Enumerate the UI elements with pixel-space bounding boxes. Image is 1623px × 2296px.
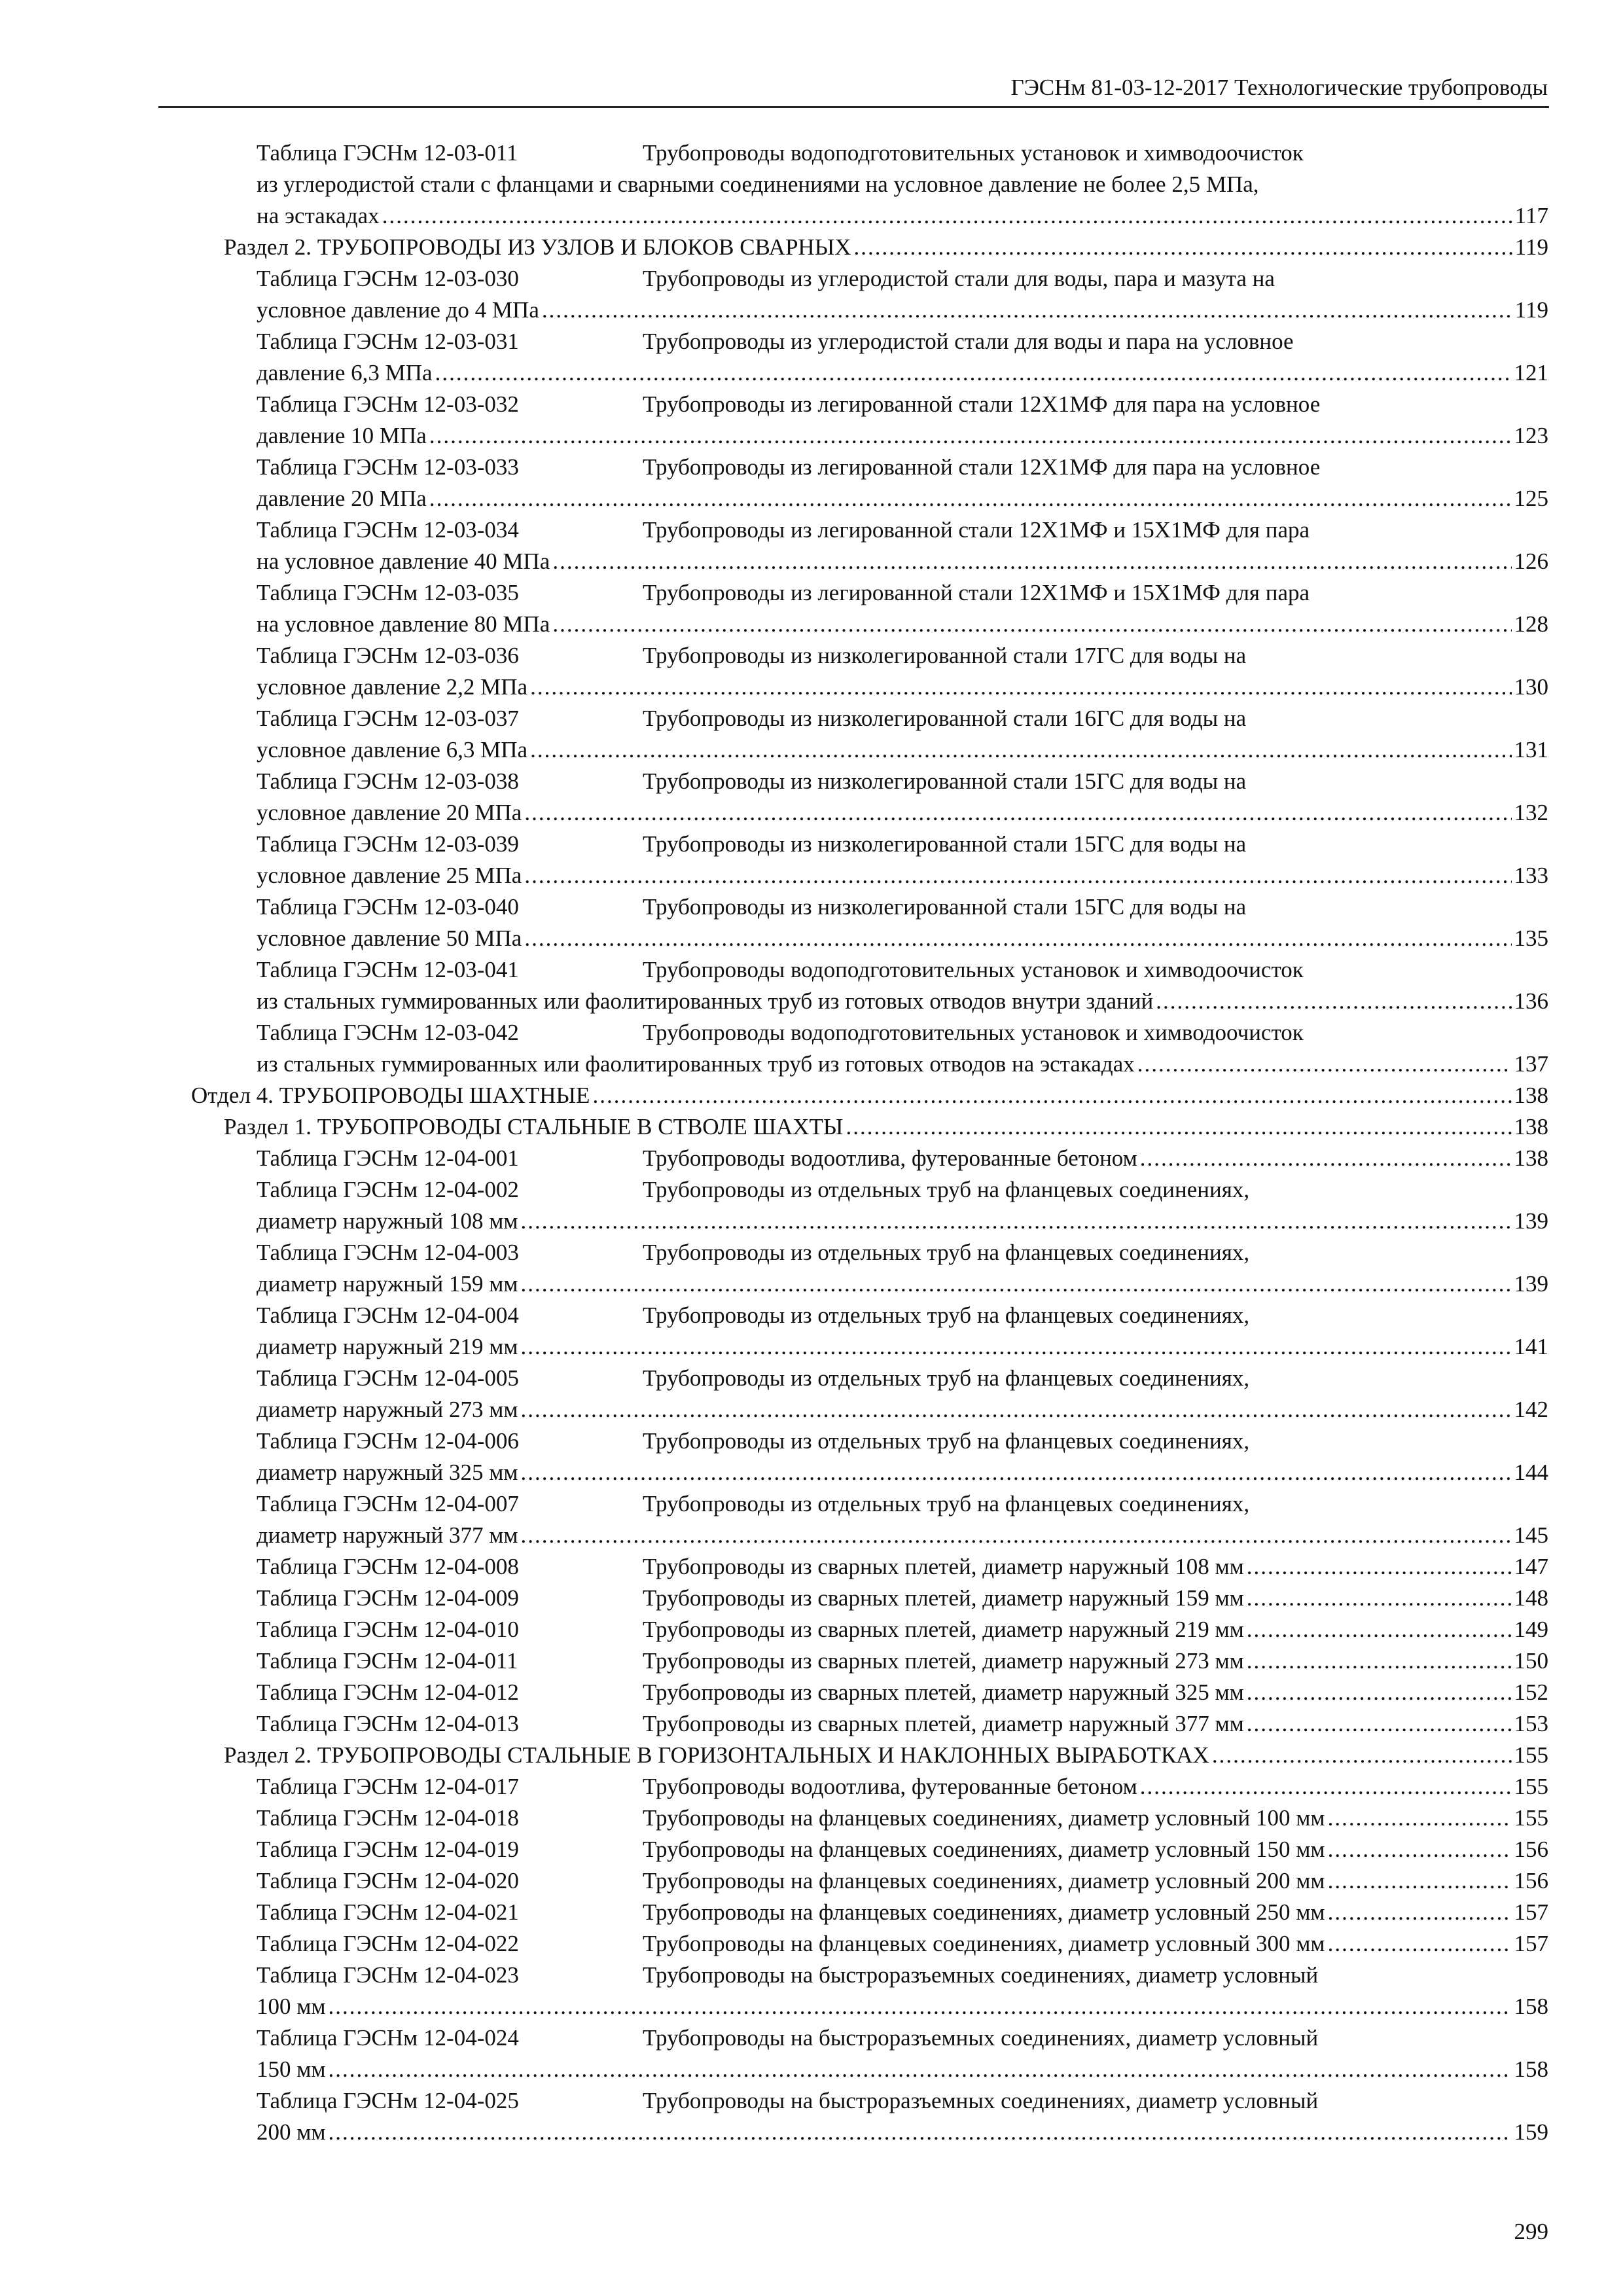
toc-page-number: 117: [1514, 203, 1548, 228]
table-code: Таблица ГЭСНм 12-04-005: [257, 1365, 519, 1391]
toc-table-entry[interactable]: [158, 326, 1548, 389]
header-rule: [158, 106, 1549, 108]
table-code: Таблица ГЭСНм 12-04-007: [257, 1491, 519, 1516]
toc-entry-text: на эстакадах: [257, 203, 380, 228]
toc-table-entry[interactable]: [158, 1583, 1548, 1614]
toc-entry-text: Трубопроводы из сварных плетей, диаметр наружный 219 мм: [643, 1617, 1244, 1642]
toc-entry-text: из стальных гуммированных или фаолитированных труб из готовых отводов внутри зданий: [257, 988, 1154, 1014]
dot-leader: [435, 357, 1512, 389]
toc-line: [257, 1991, 1548, 2022]
toc-page-number: 141: [1514, 1334, 1548, 1359]
toc-table-entry[interactable]: [158, 829, 1548, 891]
toc-entry-text: 100 мм: [257, 1994, 326, 2019]
toc-entry-text: Отдел 4. ТРУБОПРОВОДЫ ШАХТНЫЕ: [191, 1083, 590, 1108]
toc-line: [257, 1708, 1548, 1740]
dot-leader: [521, 1520, 1512, 1551]
toc-line: [257, 483, 1548, 514]
toc-line: [257, 1394, 1548, 1426]
toc-line: [257, 1237, 1548, 1268]
toc-entry-text: условное давление 25 МПа: [257, 863, 522, 888]
toc-line: [257, 1206, 1548, 1237]
toc-entry-text: Трубопроводы на быстроразъемных соединениях, диаметр условный: [643, 2088, 1319, 2113]
toc-line: [257, 1268, 1548, 1300]
toc-line: [257, 1363, 1548, 1394]
table-code: Таблица ГЭСНм 12-03-035: [257, 580, 519, 605]
toc-line: [257, 389, 1548, 420]
toc-page-number: 131: [1514, 737, 1548, 762]
toc-page-number: 138: [1514, 1083, 1548, 1108]
toc-line: [257, 1331, 1548, 1363]
toc-table-entry[interactable]: [158, 1614, 1548, 1645]
toc-table-entry[interactable]: [158, 1677, 1548, 1708]
toc-line: [257, 1583, 1548, 1614]
toc-line: [224, 1740, 1548, 1771]
toc-page-number: 155: [1514, 1742, 1548, 1768]
toc-line: [257, 829, 1548, 860]
dot-leader: [1328, 1897, 1512, 1928]
dot-leader: [1156, 986, 1511, 1017]
table-code: Таблица ГЭСНм 12-03-041: [257, 957, 519, 982]
toc-page-number: 136: [1514, 988, 1548, 1014]
toc-page-number: 157: [1514, 1931, 1548, 1956]
dot-leader: [530, 672, 1511, 703]
table-of-contents: [158, 137, 1548, 2148]
toc-entry-text: Трубопроводы из сварных плетей, диаметр наружный 108 мм: [643, 1554, 1244, 1579]
running-header: ГЭСНм 81-03-12-2017 Технологические трубопроводы: [1010, 75, 1548, 100]
toc-entry-text: Трубопроводы из легированной стали 12Х1МФ для пара на условное: [643, 454, 1321, 480]
toc-table-entry[interactable]: [158, 137, 1548, 232]
dot-leader: [1247, 1677, 1512, 1708]
toc-entry-text: диаметр наружный 325 мм: [257, 1460, 518, 1485]
toc-page-number: 142: [1514, 1397, 1548, 1422]
toc-line: [257, 1049, 1548, 1080]
dot-leader: [429, 420, 1512, 452]
table-code: Таблица ГЭСНм 12-04-021: [257, 1899, 519, 1925]
dot-leader: [1247, 1614, 1512, 1645]
toc-table-entry[interactable]: [158, 263, 1548, 326]
toc-entry-text: Трубопроводы водоподготовительных установок и химводоочисток: [643, 1020, 1304, 1045]
toc-entry-text: Трубопроводы из отдельных труб на фланцевых соединениях,: [643, 1302, 1250, 1328]
toc-line: [257, 420, 1548, 452]
toc-line: [257, 1834, 1548, 1865]
dot-leader: [1140, 1143, 1512, 1174]
toc-table-entry[interactable]: [158, 1865, 1548, 1897]
dot-leader: [854, 232, 1512, 263]
toc-line: [257, 986, 1548, 1017]
toc-page-number: 126: [1514, 548, 1548, 574]
toc-entry-text: Трубопроводы из сварных плетей, диаметр наружный 325 мм: [643, 1679, 1244, 1705]
toc-entry-text: Трубопроводы из сварных плетей, диаметр наружный 273 мм: [643, 1648, 1244, 1674]
toc-table-entry[interactable]: [158, 1645, 1548, 1677]
dot-leader: [521, 1457, 1512, 1488]
toc-line: [257, 2085, 1548, 2117]
toc-page-number: 139: [1514, 1271, 1548, 1297]
toc-entry-text: Трубопроводы на фланцевых соединениях, диаметр условный 300 мм: [643, 1931, 1325, 1956]
toc-entry-text: 200 мм: [257, 2119, 326, 2145]
toc-line: [257, 891, 1548, 923]
table-code: Таблица ГЭСНм 12-03-038: [257, 768, 519, 794]
toc-page-number: 156: [1514, 1837, 1548, 1862]
toc-entry-text: давление 6,3 МПа: [257, 360, 433, 386]
toc-table-entry[interactable]: [158, 2085, 1548, 2148]
toc-table-entry[interactable]: [158, 452, 1548, 514]
toc-entry-text: Трубопроводы на фланцевых соединениях, диаметр условный 200 мм: [643, 1868, 1325, 1893]
table-code: Таблица ГЭСНм 12-04-025: [257, 2088, 519, 2113]
toc-page-number: 158: [1514, 1994, 1548, 2019]
toc-entry-text: условное давление 20 МПа: [257, 800, 522, 825]
toc-entry-text: Трубопроводы из отдельных труб на фланцевых соединениях,: [643, 1491, 1250, 1516]
toc-table-entry[interactable]: [158, 1928, 1548, 1960]
toc-page-number: 125: [1514, 486, 1548, 511]
dot-leader: [552, 546, 1511, 577]
dot-leader: [329, 1991, 1512, 2022]
toc-table-entry[interactable]: [158, 1960, 1548, 2022]
toc-entry-text: на условное давление 40 МПа: [257, 548, 550, 574]
toc-entry-text: давление 20 МПа: [257, 486, 427, 511]
toc-entry-text: диаметр наружный 273 мм: [257, 1397, 518, 1422]
table-code: Таблица ГЭСНм 12-04-003: [257, 1240, 519, 1265]
table-code: Таблица ГЭСНм 12-04-019: [257, 1837, 519, 1862]
table-code: Таблица ГЭСНм 12-04-017: [257, 1774, 519, 1799]
toc-table-entry[interactable]: [158, 577, 1548, 640]
toc-line: [257, 357, 1548, 389]
toc-line: [257, 766, 1548, 797]
table-code: Таблица ГЭСНм 12-03-030: [257, 266, 519, 291]
table-code: Таблица ГЭСНм 12-03-033: [257, 454, 519, 480]
table-code: Таблица ГЭСНм 12-03-042: [257, 1020, 519, 1045]
toc-table-entry[interactable]: [158, 1897, 1548, 1928]
toc-entry-text: Трубопроводы водоотлива, футерованные бетоном: [643, 1774, 1137, 1799]
toc-entry-text: Трубопроводы водоподготовительных установок и химводоочисток: [643, 957, 1304, 982]
table-code: Таблица ГЭСНм 12-04-024: [257, 2025, 519, 2051]
toc-table-entry[interactable]: [158, 1143, 1548, 1174]
toc-line: [257, 452, 1548, 483]
toc-table-entry[interactable]: [158, 1363, 1548, 1426]
table-code: Таблица ГЭСНм 12-03-040: [257, 894, 519, 920]
toc-line: [257, 1017, 1548, 1049]
toc-page-number: 133: [1514, 863, 1548, 888]
toc-page-number: 150: [1514, 1648, 1548, 1674]
toc-entry-text: Трубопроводы на фланцевых соединениях, диаметр условный 100 мм: [643, 1805, 1325, 1831]
toc-page-number: 157: [1514, 1899, 1548, 1925]
table-code: Таблица ГЭСНм 12-04-011: [257, 1648, 518, 1674]
table-code: Таблица ГЭСНм 12-04-008: [257, 1554, 519, 1579]
table-code: Таблица ГЭСНм 12-03-036: [257, 643, 519, 668]
toc-table-entry[interactable]: [158, 1551, 1548, 1583]
toc-page-number: 132: [1514, 800, 1548, 825]
toc-table-entry[interactable]: [158, 514, 1548, 577]
dot-leader: [552, 609, 1511, 640]
toc-line: [257, 514, 1548, 546]
dot-leader: [542, 295, 1512, 326]
toc-line: [224, 232, 1548, 263]
toc-line: [257, 609, 1548, 640]
toc-page-number: 123: [1514, 423, 1548, 448]
dot-leader: [1140, 1771, 1512, 1803]
toc-entry-text: Трубопроводы из отдельных труб на фланцевых соединениях,: [643, 1240, 1250, 1265]
toc-line: [257, 1928, 1548, 1960]
toc-page-number: 121: [1514, 360, 1548, 386]
table-code: Таблица ГЭСНм 12-04-009: [257, 1585, 519, 1611]
table-code: Таблица ГЭСНм 12-04-022: [257, 1931, 519, 1956]
toc-line: [257, 703, 1548, 734]
toc-line: [257, 1174, 1548, 1206]
toc-entry-text: диаметр наружный 108 мм: [257, 1208, 518, 1234]
toc-page-number: 138: [1514, 1114, 1548, 1139]
toc-entry-text: Трубопроводы из легированной стали 12Х1МФ и 15Х1МФ для пара: [643, 580, 1310, 605]
toc-line: [257, 797, 1548, 829]
table-code: Таблица ГЭСНм 12-03-032: [257, 391, 519, 417]
dot-leader: [1328, 1834, 1512, 1865]
toc-page-number: 135: [1514, 925, 1548, 951]
table-code: Таблица ГЭСНм 12-04-020: [257, 1868, 519, 1893]
toc-line: [257, 860, 1548, 891]
dot-leader: [521, 1268, 1512, 1300]
toc-line: [257, 2117, 1548, 2148]
dot-leader: [382, 200, 1512, 232]
toc-table-entry[interactable]: [158, 640, 1548, 703]
toc-page-number: 139: [1514, 1208, 1548, 1234]
table-code: Таблица ГЭСНм 12-04-010: [257, 1617, 519, 1642]
dot-leader: [524, 797, 1511, 829]
page-number: 299: [1514, 2219, 1548, 2244]
toc-division[interactable]: [158, 1080, 1548, 1111]
toc-section[interactable]: [158, 1111, 1548, 1143]
toc-table-entry[interactable]: [158, 891, 1548, 954]
toc-entry-text: Трубопроводы на фланцевых соединениях, диаметр условный 150 мм: [643, 1837, 1325, 1862]
toc-table-entry[interactable]: [158, 1834, 1548, 1865]
toc-page-number: 155: [1514, 1805, 1548, 1831]
table-code: Таблица ГЭСНм 12-04-023: [257, 1962, 519, 1988]
toc-line: [257, 1520, 1548, 1551]
toc-line: [257, 1551, 1548, 1583]
toc-entry-text: Трубопроводы на быстроразъемных соединениях, диаметр условный: [643, 1962, 1319, 1988]
toc-entry-text: Трубопроводы из углеродистой стали для воды и пара на условное: [643, 329, 1294, 354]
toc-line: [257, 1300, 1548, 1331]
dot-leader: [1247, 1551, 1512, 1583]
toc-line: [257, 137, 1548, 169]
dot-leader: [429, 483, 1512, 514]
table-code: Таблица ГЭСНм 12-03-011: [257, 140, 518, 166]
dot-leader: [1137, 1049, 1512, 1080]
toc-entry-text: Трубопроводы из низколегированной стали 15ГС для воды на: [643, 831, 1247, 857]
toc-page-number: 148: [1514, 1585, 1548, 1611]
toc-table-entry[interactable]: [158, 2022, 1548, 2085]
dot-leader: [521, 1331, 1512, 1363]
table-code: Таблица ГЭСНм 12-03-039: [257, 831, 519, 857]
toc-line: [257, 2054, 1548, 2085]
table-code: Таблица ГЭСНм 12-04-002: [257, 1177, 519, 1202]
toc-line: [257, 295, 1548, 326]
table-code: Таблица ГЭСНм 12-04-006: [257, 1428, 519, 1454]
toc-table-entry[interactable]: [158, 1708, 1548, 1740]
table-code: Таблица ГЭСНм 12-04-001: [257, 1145, 519, 1171]
toc-entry-text: Трубопроводы из углеродистой стали для воды, пара и мазута на: [643, 266, 1275, 291]
toc-table-entry[interactable]: [158, 1771, 1548, 1803]
toc-table-entry[interactable]: [158, 1300, 1548, 1363]
toc-line: [257, 2022, 1548, 2054]
toc-page-number: 156: [1514, 1868, 1548, 1893]
dot-leader: [524, 923, 1511, 954]
toc-entry-text: Трубопроводы из низколегированной стали 15ГС для воды на: [643, 768, 1247, 794]
toc-line: [257, 263, 1548, 295]
toc-line: [257, 923, 1548, 954]
toc-entry-text: Трубопроводы из легированной стали 12Х1МФ и 15Х1МФ для пара: [643, 517, 1310, 543]
toc-page-number: 137: [1514, 1051, 1548, 1077]
toc-entry-text: диаметр наружный 377 мм: [257, 1522, 518, 1548]
dot-leader: [521, 1394, 1512, 1426]
toc-line: [257, 734, 1548, 766]
table-code: Таблица ГЭСНм 12-04-013: [257, 1711, 519, 1736]
toc-entry-text: Раздел 2. ТРУБОПРОВОДЫ СТАЛЬНЫЕ В ГОРИЗОНТАЛЬНЫХ И НАКЛОННЫХ ВЫРАБОТКАХ: [224, 1742, 1209, 1768]
dot-leader: [521, 1206, 1512, 1237]
toc-line: [257, 200, 1548, 232]
dot-leader: [1247, 1583, 1512, 1614]
toc-entry-text: условное давление до 4 МПа: [257, 297, 539, 323]
toc-entry-text: Раздел 2. ТРУБОПРОВОДЫ ИЗ УЗЛОВ И БЛОКОВ СВАРНЫХ: [224, 234, 851, 260]
toc-line: [257, 1677, 1548, 1708]
dot-leader: [1212, 1740, 1512, 1771]
table-code: Таблица ГЭСНм 12-03-034: [257, 517, 519, 543]
dot-leader: [1328, 1803, 1512, 1834]
toc-page-number: 152: [1514, 1679, 1548, 1705]
toc-section[interactable]: [158, 232, 1548, 263]
toc-page-number: 130: [1514, 674, 1548, 700]
toc-page-number: 158: [1514, 2056, 1548, 2082]
toc-entry-text: на условное давление 80 МПа: [257, 611, 550, 637]
toc-page-number: 155: [1514, 1774, 1548, 1799]
table-code: Таблица ГЭСНм 12-04-012: [257, 1679, 519, 1705]
toc-entry-text: диаметр наружный 159 мм: [257, 1271, 518, 1297]
toc-entry-text: условное давление 2,2 МПа: [257, 674, 528, 700]
toc-entry-text: Трубопроводы водоподготовительных установок и химводоочисток: [643, 140, 1304, 166]
toc-table-entry[interactable]: [158, 1174, 1548, 1237]
toc-page-number: 145: [1514, 1522, 1548, 1548]
toc-table-entry[interactable]: [158, 766, 1548, 829]
toc-line: [224, 1111, 1548, 1143]
toc-line: [257, 1803, 1548, 1834]
table-code: Таблица ГЭСНм 12-03-031: [257, 329, 519, 354]
toc-entry-text: Трубопроводы из отдельных труб на фланцевых соединениях,: [643, 1365, 1250, 1391]
dot-leader: [329, 2117, 1512, 2148]
toc-entry-text: Трубопроводы водоотлива, футерованные бетоном: [643, 1145, 1137, 1171]
toc-line: [257, 326, 1548, 357]
toc-page-number: 147: [1514, 1554, 1548, 1579]
toc-entry-text: диаметр наружный 219 мм: [257, 1334, 518, 1359]
toc-table-entry[interactable]: [158, 1488, 1548, 1551]
toc-line: [257, 1457, 1548, 1488]
dot-leader: [1328, 1928, 1512, 1960]
toc-line: [257, 1426, 1548, 1457]
toc-entry-text: Трубопроводы из низколегированной стали 17ГС для воды на: [643, 643, 1247, 668]
toc-line: [257, 546, 1548, 577]
toc-page-number: 119: [1514, 297, 1548, 323]
toc-line: [257, 1488, 1548, 1520]
toc-entry-text: Трубопроводы на фланцевых соединениях, диаметр условный 250 мм: [643, 1899, 1325, 1925]
dot-leader: [846, 1111, 1511, 1143]
toc-entry-text: Раздел 1. ТРУБОПРОВОДЫ СТАЛЬНЫЕ В СТВОЛЕ ШАХТЫ: [224, 1114, 844, 1139]
toc-entry-text: условное давление 50 МПа: [257, 925, 522, 951]
toc-entry-text: из стальных гуммированных или фаолитированных труб из готовых отводов на эстакадах: [257, 1051, 1135, 1077]
toc-table-entry[interactable]: [158, 703, 1548, 766]
toc-table-entry[interactable]: [158, 1426, 1548, 1488]
toc-page-number: 149: [1514, 1617, 1548, 1642]
toc-table-entry[interactable]: [158, 1237, 1548, 1300]
dot-leader: [592, 1080, 1511, 1111]
toc-page-number: 144: [1514, 1460, 1548, 1485]
toc-page-number: 153: [1514, 1711, 1548, 1736]
toc-entry-text: Трубопроводы из низколегированной стали 15ГС для воды на: [643, 894, 1247, 920]
table-code: Таблица ГЭСНм 12-04-004: [257, 1302, 519, 1328]
toc-entry-text: давление 10 МПа: [257, 423, 427, 448]
dot-leader: [329, 2054, 1512, 2085]
toc-line: [191, 1080, 1548, 1111]
toc-line: [257, 1897, 1548, 1928]
toc-line: [257, 672, 1548, 703]
dot-leader: [1247, 1708, 1512, 1740]
toc-page-number: 128: [1514, 611, 1548, 637]
dot-leader: [1247, 1645, 1512, 1677]
toc-entry-text: Трубопроводы из отдельных труб на фланцевых соединениях,: [643, 1177, 1250, 1202]
toc-section[interactable]: [158, 1740, 1548, 1771]
dot-leader: [530, 734, 1511, 766]
toc-line: [257, 1960, 1548, 1991]
toc-entry-text: Трубопроводы из низколегированной стали 16ГС для воды на: [643, 706, 1247, 731]
table-code: Таблица ГЭСНм 12-03-037: [257, 706, 519, 731]
toc-line: [257, 1143, 1548, 1174]
toc-page-number: 159: [1514, 2119, 1548, 2145]
toc-table-entry[interactable]: [158, 954, 1548, 1017]
toc-line: [257, 577, 1548, 609]
toc-line: [257, 1614, 1548, 1645]
toc-entry-continuation: из углеродистой стали с фланцами и сварными соединениями на условное давление не более 2,5 МПа,: [257, 171, 1259, 197]
toc-entry-text: Трубопроводы на быстроразъемных соединениях, диаметр условный: [643, 2025, 1319, 2051]
toc-entry-text: Трубопроводы из сварных плетей, диаметр наружный 377 мм: [643, 1711, 1244, 1736]
dot-leader: [524, 860, 1511, 891]
toc-page-number: 119: [1514, 234, 1548, 260]
toc-entry-text: 150 мм: [257, 2056, 326, 2082]
toc-line: [257, 1771, 1548, 1803]
toc-line: [257, 640, 1548, 672]
table-code: Таблица ГЭСНм 12-04-018: [257, 1805, 519, 1831]
toc-entry-text: Трубопроводы из сварных плетей, диаметр наружный 159 мм: [643, 1585, 1244, 1611]
toc-table-entry[interactable]: [158, 1017, 1548, 1080]
toc-entry-text: условное давление 6,3 МПа: [257, 737, 528, 762]
toc-line: [257, 1645, 1548, 1677]
toc-entry-text: Трубопроводы из отдельных труб на фланцевых соединениях,: [643, 1428, 1250, 1454]
toc-entry-text: Трубопроводы из легированной стали 12Х1МФ для пара на условное: [643, 391, 1321, 417]
dot-leader: [1328, 1865, 1512, 1897]
toc-page-number: 138: [1514, 1145, 1548, 1171]
toc-line: [257, 954, 1548, 986]
toc-table-entry[interactable]: [158, 1803, 1548, 1834]
toc-table-entry[interactable]: [158, 389, 1548, 452]
toc-line: [257, 1865, 1548, 1897]
